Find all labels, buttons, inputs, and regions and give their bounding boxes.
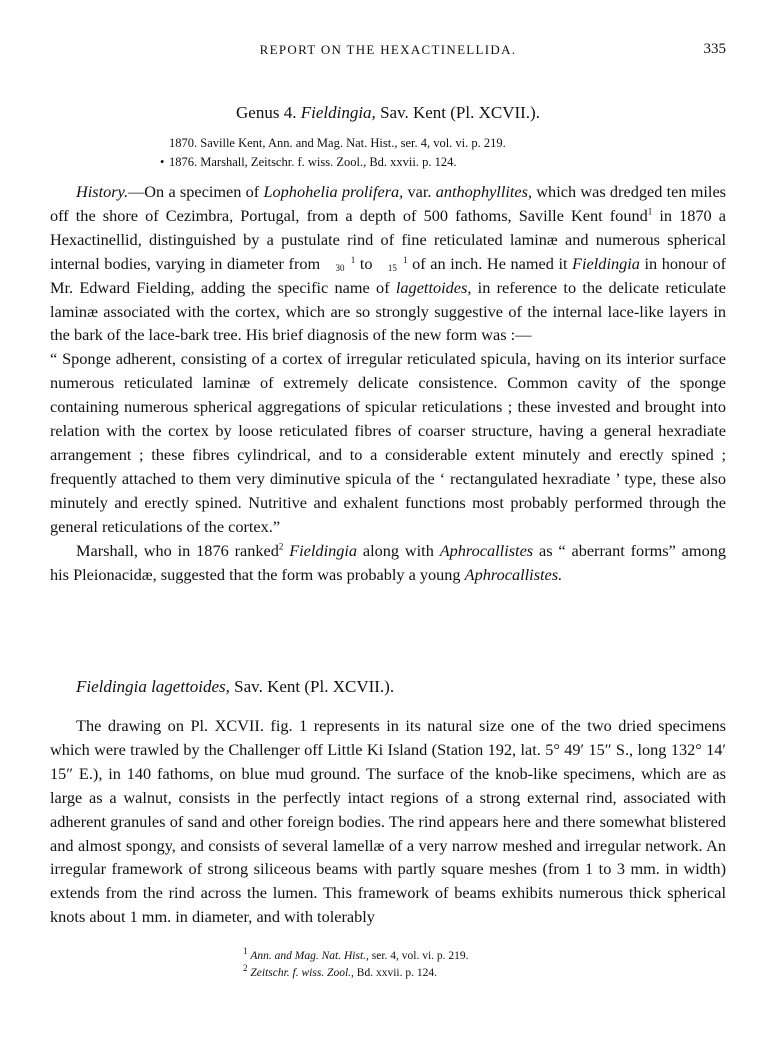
history-text: in 1870 a Hexactinellid, distinguished by a pustulate rind of fine reticulated laminæ and numerous spherical internal bodies, varying in diameter from (50, 205, 726, 273)
footnote-text: ser. 4, vol. vi. p. 219. (368, 950, 469, 962)
diagnosis-quote: “ Sponge adherent, consisting of a cortex of irregular reticulated spicula, having on its interior surface numerous reticulated laminæ of extremely delicate consistence. Common cavity of the sponge containing numerous spherical aggregations of spicular reticulations ; these invested and brought into relation with the cortex by loose reticulated fibres of coarser structure, having a general hexradiate arrangement ; these fibres cylindrical, and to a considerable extent minutely and erectly spined ; frequently attached to them very diminutive spicula of the ‘ rectangulated hexradiate ’ type, these also minutely and erectly spined. Nutritive and exhalent functions most probably performed through the general reticulations of the cortex.” (50, 349, 726, 536)
genus-name: Aphrocallistes (439, 540, 534, 560)
fraction-denominator: 30 (335, 262, 345, 273)
genus-author: Sav. Kent (Pl. XCVII.). (380, 103, 540, 122)
species-author: Sav. Kent (Pl. XCVII.). (234, 677, 395, 696)
footnote (243, 965, 469, 982)
reference-marker: • (160, 155, 165, 169)
fraction (325, 256, 356, 272)
reference-text: 1876. Marshall, Zeitschr. f. wiss. Zool., Bd. xxvii. p. 124. (169, 155, 457, 169)
species-name: lagettoides, (395, 277, 472, 297)
reference-item (169, 134, 506, 153)
footnote-ref: 2 (278, 541, 284, 552)
description-section (50, 714, 726, 929)
fraction-denominator: 15 (387, 262, 397, 273)
footnote-journal: Ann. and Mag. Nat. Hist., (250, 950, 369, 962)
species-name: Fieldingia lagettoides, (76, 677, 230, 696)
fraction-numerator: 1 (350, 254, 356, 265)
description-paragraph: The drawing on Pl. XCVII. fig. 1 represents in its natural size one of the two dried specimens which were trawled by the Challenger off Little Ki Island (Station 192, lat. 5° 49′ 15″ S., long 132° 14′ 15″ E.), in 140 fathoms, on blue mud ground. The surface of the knob-like specimens, which are as large as a walnut, consists in the perfectly intact regions of a strong external rind, associated with adherent granules of sand and other foreign bodies. The rind appears here and there somewhat blistered and almost spongy, and consists of several lamellæ of a very narrow meshed and irregular network. An irregular framework of strong siliceous beams with partly square meshes (from 1 to 3 mm. in width) extends from the rind across the lumen. This framework of beams exhibits numerous thick spherical knots about 1 mm. in diameter, and with tolerably (50, 716, 726, 927)
variety-name: anthophyllites, (435, 182, 533, 201)
history-text: of an inch. He named it (407, 253, 573, 273)
history-text: —On a specimen of (128, 182, 264, 201)
footnote-journal: Zeitschr. f. wiss. Zool., (250, 967, 354, 979)
genus-heading (0, 103, 776, 123)
marshall-paragraph (50, 539, 726, 587)
genus-name: Aphrocallistes. (464, 564, 563, 584)
synonymy-references (160, 134, 506, 172)
history-text: var. (403, 182, 436, 201)
history-text: in honour of Mr. Edward Fielding, adding the specific name of (50, 253, 727, 297)
page-number: 335 (703, 41, 726, 57)
genus-name: Fieldingia (572, 253, 640, 273)
history-text: in reference to the delicate reticulate laminæ associated with the cortex, which are so strongly suggestive of the internal lace-like layers in the bark of the lace-bark tree. His brief diagnosis of the new form was :— (50, 277, 726, 345)
history-text: which was dredged ten miles off the shore of Cezimbra, Portugal, from a depth of 500 fathoms, Saville Kent found (50, 182, 727, 225)
fraction (377, 256, 408, 272)
genus-prefix: Genus 4. (236, 103, 297, 122)
footnotes (243, 948, 469, 982)
marshall-text: as “ aberrant forms” among his Pleionacidæ, suggested that the form was probably a young (50, 540, 726, 584)
history-text: to (355, 253, 378, 273)
genus-name: Fieldingia (289, 540, 358, 560)
footnote (243, 948, 469, 965)
marshall-text: along with (357, 540, 440, 560)
footnote-number: 2 (243, 963, 248, 974)
marshall-text: Marshall, who in 1876 ranked (76, 540, 279, 560)
reference-item (160, 153, 506, 172)
running-head (50, 42, 726, 62)
footnote-text: Bd. xxvii. p. 124. (353, 967, 437, 979)
genus-name: Fieldingia, (300, 103, 376, 122)
running-title: REPORT ON THE HEXACTINELLIDA. (259, 42, 517, 57)
footnote-number: 1 (243, 946, 248, 957)
species-heading (76, 677, 394, 697)
species-name: Lophohelia prolifera, (263, 182, 404, 201)
fraction-numerator: 1 (403, 254, 408, 265)
history-paragraph (50, 180, 726, 347)
reference-text: 1870. Saville Kent, Ann. and Mag. Nat. Hist., ser. 4, vol. vi. p. 219. (169, 136, 506, 150)
history-section (50, 180, 726, 586)
history-label: History. (76, 182, 129, 201)
footnote-ref: 1 (647, 206, 653, 217)
